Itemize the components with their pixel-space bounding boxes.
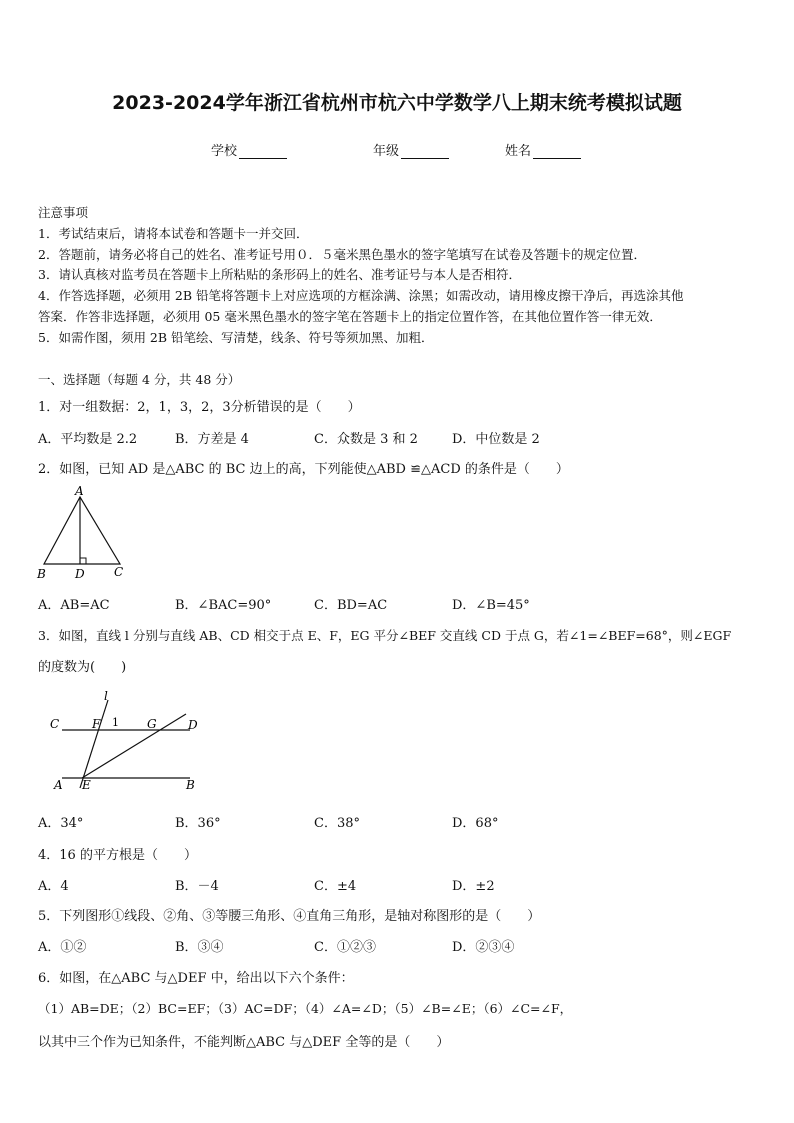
note-line: 4．作答选择题，必须用 2B 铅笔将答题卡上对应选项的方框涂满、涂黑；如需改动，请用橡皮擦干净后，再选涂其他 — [38, 288, 684, 303]
q5-option-c[interactable]: C．①②③ — [314, 940, 376, 955]
grade-label: 年级 — [373, 144, 400, 159]
page-title: 2023-2024学年浙江省杭州市杭六中学数学八上期末统考模拟试题 — [112, 92, 682, 114]
q2-option-b[interactable]: B．∠BAC=90° — [175, 598, 272, 613]
q4-option-a[interactable]: A．4 — [38, 879, 69, 894]
label-angle-1: 1 — [112, 716, 119, 729]
label-c: C — [50, 717, 60, 731]
question-3-stem: 3．如图，直线 l 分别与直线 AB、CD 相交于点 E、F，EG 平分∠BEF 交直线 CD 于点 G，若∠1=∠BEF=68°，则∠EGF — [38, 628, 732, 643]
q5-option-a[interactable]: A．①② — [38, 940, 87, 955]
q1-option-d[interactable]: D．中位数是 2 — [452, 432, 540, 447]
question-6-conditions: （1）AB=DE；（2）BC=EF；（3）AC=DF；（4）∠A=∠D；（5）∠B=∠E；（6）∠C=∠F， — [38, 1001, 573, 1016]
label-f: F — [92, 717, 101, 731]
label-a: A — [75, 484, 84, 498]
question-2-stem: 2．如图，已知 AD 是△ABC 的 BC 边上的高，下列能使△ABD ≌△ACD 的条件是（ ） — [38, 462, 569, 477]
q5-option-d[interactable]: D．②③④ — [452, 940, 515, 955]
q3-option-c[interactable]: C．38° — [314, 816, 360, 831]
school-field[interactable] — [211, 140, 287, 159]
note-line: 1．考试结束后，请将本试卷和答题卡一并交回． — [38, 226, 309, 241]
section-heading: 一、选择题（每题 4 分，共 48 分） — [38, 372, 241, 387]
label-d: D — [75, 567, 85, 581]
school-label: 学校 — [211, 144, 238, 159]
question-1-stem: 1．对一组数据：2，1，3，2，3分析错误的是（ ） — [38, 400, 361, 415]
label-b: B — [186, 778, 195, 792]
q3-option-a[interactable]: A．34° — [38, 816, 84, 831]
q1-option-c[interactable]: C．众数是 3 和 2 — [314, 432, 418, 447]
q4-option-c[interactable]: C．±4 — [314, 879, 357, 894]
notes-heading: 注意事项 — [38, 205, 89, 220]
question-4-stem: 4．16 的平方根是（ ） — [38, 848, 197, 863]
question-3-stem-cont: 的度数为( ) — [38, 660, 127, 675]
q1-option-b[interactable]: B．方差是 4 — [175, 432, 249, 447]
label-e: E — [82, 778, 91, 792]
label-d: D — [188, 718, 198, 732]
q1-option-a[interactable]: A．平均数是 2.2 — [38, 432, 138, 447]
q2-option-d[interactable]: D．∠B=45° — [452, 598, 530, 613]
note-line: 答案．作答非选择题，必须用 05 毫米黑色墨水的签字笔在答题卡上的指定位置作答，在其他位置作答一律无效． — [38, 309, 662, 324]
label-l: l — [104, 689, 108, 703]
q3-option-b[interactable]: B．36° — [175, 816, 221, 831]
question-6-ask: 以其中三个作为已知条件，不能判断△ABC 与△DEF 全等的是（ ） — [38, 1035, 450, 1050]
note-line: 5．如需作图，须用 2B 铅笔绘、写清楚，线条、符号等须加黑、加粗． — [38, 330, 434, 345]
note-line: 3．请认真核对监考员在答题卡上所粘贴的条形码上的姓名、准考证号与本人是否相符． — [38, 267, 521, 282]
label-c: C — [114, 565, 124, 579]
question-5-stem: 5．下列图形①线段、②角、③等腰三角形、④直角三角形，是轴对称图形的是（ ） — [38, 909, 541, 924]
label-b: B — [37, 567, 46, 581]
note-line: 2．答题前，请务必将自己的姓名、准考证号用０．５毫米黑色墨水的签字笔填写在试卷及答题卡的规定位置． — [38, 247, 646, 262]
name-label: 姓名 — [505, 144, 532, 159]
question-6-stem: 6．如图，在△ABC 与△DEF 中，给出以下六个条件： — [38, 971, 354, 986]
q2-option-a[interactable]: A．AB=AC — [38, 598, 110, 613]
q3-option-d[interactable]: D．68° — [452, 816, 499, 831]
label-g: G — [147, 717, 157, 731]
q4-option-b[interactable]: B．－4 — [175, 879, 219, 894]
q5-option-b[interactable]: B．③④ — [175, 940, 224, 955]
q4-option-d[interactable]: D．±2 — [452, 879, 495, 894]
parallel-lines-figure — [40, 688, 210, 796]
triangle-figure — [30, 482, 140, 584]
grade-field[interactable] — [373, 140, 449, 159]
label-a: A — [54, 778, 63, 792]
q2-option-c[interactable]: C．BD=AC — [314, 598, 388, 613]
name-field[interactable] — [505, 140, 581, 159]
